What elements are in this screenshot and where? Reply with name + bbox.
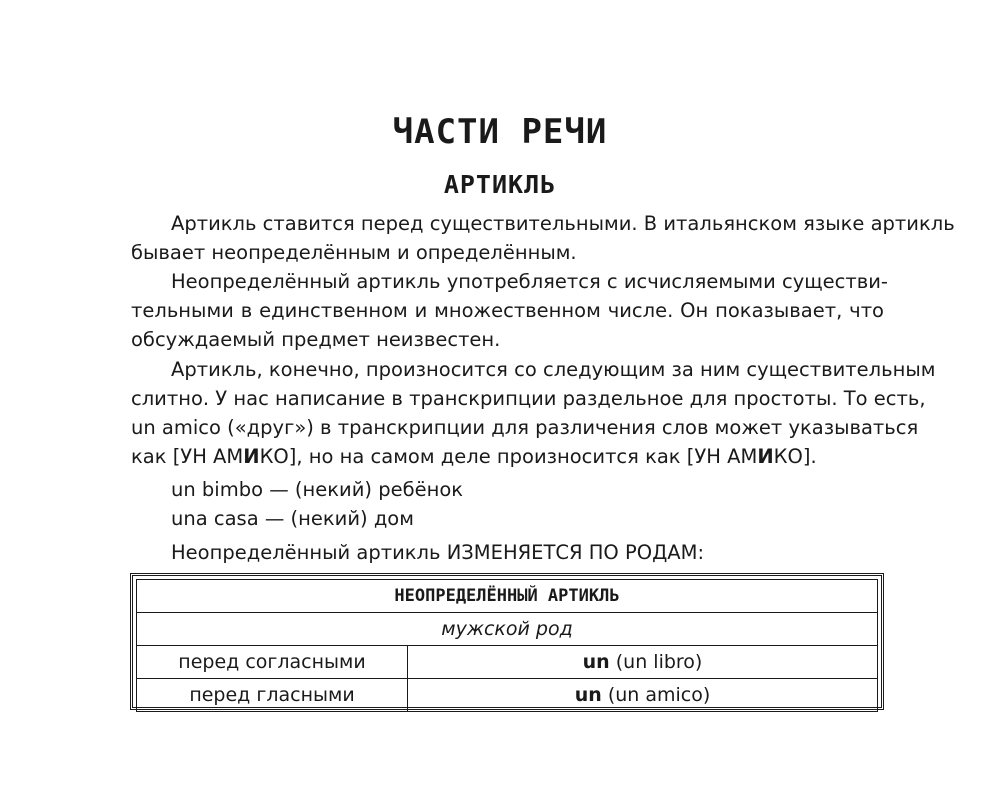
article-example: (un libro) (609, 651, 703, 673)
gender-label: мужской род (137, 613, 878, 646)
article-form: un (574, 684, 602, 706)
row-value (408, 679, 878, 712)
example-line: un bimbo — (некий) ребёнок (171, 478, 464, 501)
table-header-row (137, 580, 878, 613)
paragraph-line: Неопределённый артикль употребляется с исчисляемыми существи- (171, 270, 888, 293)
paragraph-line: обсуждаемый предмет неизвестен. (131, 328, 501, 351)
article-example: (un amico) (601, 684, 711, 706)
table-row (137, 646, 878, 679)
table-subheader-row (137, 613, 878, 646)
paragraph-line: бывает неопределённым и определённым. (131, 241, 577, 264)
paragraph-line: un amico («друг») в транскрипции для различения слов может указываться (131, 416, 919, 439)
text-run: как [УН АМ (131, 445, 244, 468)
row-value (408, 646, 878, 679)
example-line: una casa — (некий) дом (171, 507, 414, 530)
article-form: un (582, 651, 610, 673)
paragraph-line: Артикль ставится перед существительными. В итальянском языке артикль (171, 212, 955, 235)
text-run: КО]. (773, 445, 817, 468)
paragraph-line: Артикль, конечно, произносится со следующим за ним существительным (171, 358, 936, 381)
table-row (137, 679, 878, 712)
paragraph-line: тельными в единственном и множественном числе. Он показывает, что (131, 299, 884, 322)
row-label: перед гласными (137, 679, 408, 712)
text-run: КО], но на самом деле произносится как [УН АМ (259, 445, 758, 468)
stressed-vowel: И (757, 445, 774, 468)
paragraph-line: Неопределённый артикль ИЗМЕНЯЕТСЯ ПО РОДАМ: (171, 541, 705, 564)
stressed-vowel: И (243, 445, 260, 468)
section-title: АРТИКЛЬ (443, 170, 557, 199)
article-table (136, 579, 878, 712)
paragraph-line: слитно. У нас написание в транскрипции раздельное для простоты. То есть, (131, 387, 926, 410)
article-table-frame (130, 573, 884, 710)
table-header: НЕОПРЕДЕЛЁННЫЙ АРТИКЛЬ (137, 580, 878, 613)
paragraph-line (131, 445, 884, 469)
row-label: перед согласными (137, 646, 408, 679)
page-title: ЧАСТИ РЕЧИ (392, 112, 608, 152)
